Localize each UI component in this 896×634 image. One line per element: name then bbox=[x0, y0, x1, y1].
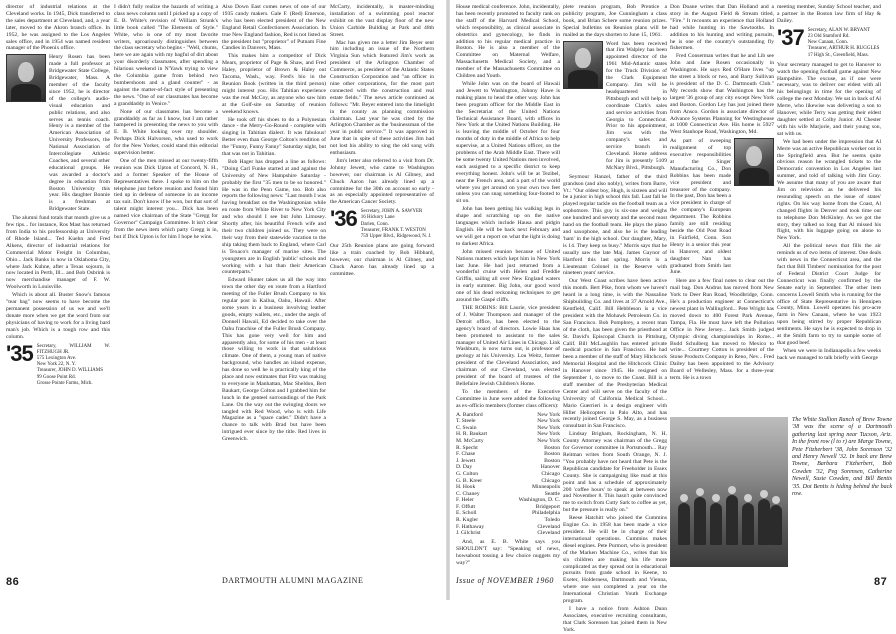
member-name: C. Chaney bbox=[456, 490, 480, 497]
member-name: R. Specht bbox=[456, 444, 478, 451]
member-name: F. Hathaway bbox=[456, 523, 485, 530]
member-name: D. Day bbox=[456, 464, 473, 471]
class-officers bbox=[361, 209, 432, 240]
member-city: Minneapolis bbox=[532, 484, 560, 491]
member-city: Chicago bbox=[541, 477, 560, 484]
class-year: '35 bbox=[6, 340, 33, 366]
paragraph: This makes him a competitor of Dick Mears, proprietor of Page & Shaw, and Fred Haley, proprietor of Brown & Haley out Tacoma, Wash., way. Fred's bio in the Reunion Book (written in the third person) might interest you. His Tahitian experience was the real McCoy, as anyone who saw him at the Golf-site on Saturday of reunion weekend knows. bbox=[222, 53, 326, 115]
paragraph: As part of sweeping realignment of top executive responsibilities at the Singer Manufacturing Co., Don Robbins has been made vice president and treasurer of the company. In the past, Don has been a vice president in charge of the company's European department. The Robbins family are still residing beside the Old Post Road in Fairfield, Conn. Son Henry is a senior this year in Hanover, and oldest daughter Nan has graduated from Smith last June. bbox=[670, 138, 731, 276]
member-city: Cleveland bbox=[537, 530, 560, 537]
member-row bbox=[456, 524, 560, 531]
treasurer: Treasurer, FRANK T. WESTON bbox=[360, 227, 426, 233]
right-col-4 bbox=[777, 4, 881, 414]
member-name: R. Kugler bbox=[456, 517, 479, 524]
member-name: M. McCarty bbox=[456, 437, 484, 444]
paragraph: He took off his shoes to do a Polynesian dance - the Merry-Go-Round - complete with singing in Tahitian dialect. It was fabulous! Better even than George Colton's rendition of the "Funny, Funny Fanny" Saturday night, but that was not in Tahitian. bbox=[222, 116, 326, 158]
secretary-address-1: 575 Lexington Ave. bbox=[36, 355, 77, 361]
member-row bbox=[456, 478, 560, 485]
member-city: New York bbox=[537, 418, 560, 425]
member-row bbox=[456, 484, 560, 491]
right-col-2 bbox=[563, 4, 667, 633]
member-city: Toledo bbox=[544, 517, 560, 524]
page-gutter bbox=[446, 0, 450, 600]
jim-walpley-portrait bbox=[563, 41, 603, 89]
class-officers bbox=[808, 28, 880, 59]
treasurer: Treasurer, ARTHUR H. RUGGLES bbox=[807, 46, 880, 52]
paragraph: Henry Rosen has been made a full professor at Bridgewater State College, Bridgewater, Mass. A member of the faculty since 1952, he is director of the college's audio-visual education and public relations, and also serves as tennis coach. Henry is a member of the American Association of University Professors, the National Association of Intercollegiate Athletic Coaches, and several other educational groups. He was awarded a doctor's degree in education from Boston University this year. His daughter Bonnie is a freshman at Bridgewater State. bbox=[49, 54, 110, 213]
page-number-left: 86 bbox=[6, 576, 20, 588]
member-city: New York bbox=[537, 437, 560, 444]
left-col-1 bbox=[6, 4, 110, 572]
member-row bbox=[456, 497, 560, 504]
paragraph: director of industrial relations at the Cleveland works. In 1945, Dick transferred to the sales department at Cleveland, and, a year later, moved to the Akron branch office. In 1952, he was assigned to the Los Angeles sales office, and in 1954 was named resident manager of the Phoenix office. bbox=[6, 4, 110, 52]
paragraph: Don Doane writes that Dan Holland and a story in the August Field & Stream titled, "Fire." It recounts an experience that Holland had while hunting in the Sawtooths. In addition to his hunting and writing pursuits, he is one of the country's outstanding fly fishermen. bbox=[670, 4, 774, 52]
member-city: New York bbox=[537, 431, 560, 438]
member-city: Philadelphia bbox=[532, 510, 560, 517]
left-col-2 bbox=[114, 4, 218, 572]
member-city: Boston bbox=[544, 444, 560, 451]
paragraph: Which is about all. Buster Snow's famous "tear bag" now seems to have become the permanent possession of us we and we'll donate more when we get the word from our physicians of having to work for a living hard man's job. Which is a tough row and this column. bbox=[6, 292, 110, 340]
paragraph: Mac has given me a letter Jim Beyer sent him including an issue of the Northern Virginia Sun which featured Jim's work as president of the Arlington Chamber of Commerce, as president of the Atlantic States Construction Corporation and "an officer in nine other corporations, for the most part connected with the construction and real estate fields." The news article continued as follows: "Mr. Beyer entered into the limelight in the county as planning commission chairman. Last year he was cited by the Arlington Chamber as the 'businessman of the year in public service.'" It was approved in June that in spite of these activities Jim had not lost his ability to sing the old song with enthusiasm. bbox=[330, 39, 434, 157]
member-row bbox=[456, 458, 560, 465]
paragraph: The alumni fund totals that month give us a few tips... for instance, Ros Mast has returned from India to his professorship at University of Rhode Island... Ted Kuehn and Fred Alkens, director of industrial relations for Commercial Motor Freight in Columbus, Ohio... Jack Banks is now in Oklahoma City, where Jack Kuhne, after a Texas sojourn, is now located in Perth, Ill... and Bob Osbrink is now merchandise manager of F. W. Woolworth in Louisville. bbox=[6, 215, 110, 291]
paragraph: Fred Conserman writes that he and Lib see John and Jane Rosen occasionally in Washington. He says Red O'Hare lives "up the street a block or two, and Barry Sullivan is president of the D. C. Dartmouth Club." My records show that Washington has the largest '36 group of any city except New York and Boston. Gordon Ley has just joined there from Ansco. Gordon is associate director of Advance Systems Planning for Westinghouse at 1000 Connecticut Ave. His home is 5927 West Stanhope Road, Washington, Md. bbox=[670, 53, 774, 136]
ranch-group-photo bbox=[670, 417, 788, 567]
member-row bbox=[456, 471, 560, 478]
secretary-address-2: New York 22, N. Y. bbox=[36, 362, 76, 368]
treasurer-address-1: 99 Goose Point Rd. bbox=[36, 374, 76, 380]
page-number-right: 87 bbox=[874, 576, 888, 588]
secretary: Secretary, JOHN A. SAWYER bbox=[360, 209, 423, 215]
paragraph: THE ROBINS: Bill Laurie, vice president of J. Walter Thompson and manager of the Detroit office, has been elected to the agency's board of directors. Lowie Haas has been promoted to assistant to the sales manager of United Air Lines in Chicago. Link Washburn, is now turns out, is professor of geology at his University. Lou Weitz, former president of the Cleveland Association, and chairman of our Cleveland, was elected president of the board of trustees of the Bellefaire Jewish Children's Home. bbox=[456, 304, 560, 387]
member-city: New York bbox=[537, 411, 560, 418]
treasurer-address: 17 High St., Greenfield, Mass. bbox=[807, 52, 869, 58]
member-row bbox=[456, 431, 560, 438]
member-row bbox=[456, 491, 560, 498]
member-row bbox=[456, 451, 560, 458]
paragraph: One of the men missed at our twenty-fifth reunion was Dick Upton of Concord, N. H., and a former Speaker of the House of Representatives there. I spoke to him on the telephone just before reunion and found him tied up in defense of someone in an income tax suit. Don't know if he won, but that sort of talent might interest you... Dick has been named vice chairman of the State "Gregg for Governor" Campaign Committee. It isn't clear from the news item which party Gregg is in, but if Dick Upton is for him I hope he wins. bbox=[114, 157, 218, 240]
member-row bbox=[456, 418, 560, 425]
paragraph: Your secretary managed to get to Hanover to watch the opening football game against New Hampshire. The excuse, as if one were necessary, was to deliver our eldest with all his belongings in time for the opening of college the next Monday. We sat in back of Al Merre, who likewise was delivering a son to Hanover, while Terry was getting their eldest daughter settled at Colby Junior. Al Chester with his wife Marjorie, and their young son, sat with us. bbox=[777, 61, 881, 137]
paragraph: plete reunion program, Bob Prentice a publicity program, Joe Cunningham a class book, and Brian Schere some reunion prizes. Special bulletins on Reunion plans will be mailed as the days shorten to June 15, 1961. bbox=[563, 4, 667, 38]
member-name: H. Hook bbox=[456, 484, 476, 491]
member-city: Bridgeport bbox=[535, 503, 560, 510]
member-name: F. Chase bbox=[456, 451, 476, 458]
member-name: F. Heler bbox=[456, 497, 474, 504]
class-37-header bbox=[777, 24, 881, 59]
member-city: Boston bbox=[544, 451, 560, 458]
don-robbins-portrait bbox=[734, 138, 774, 186]
paragraph: Bob Hager has dropped a line as follows: "Doing Carl Funke started at and against the University of New Hampshire Saturday - probably the first "35 men to be so honored." He was in the Penn Game, too. Bob also reports the following news: "Last month I was having breakfast on the Washingtonian while en route from White River to New York City and who should I see but John Limosey. Shortly after, his beautiful French wife and their two children joined us. They were on their way from their statewide vacation to the ship taking them back to England, where Carl is Texaco's manager of marine sites. The youngsters are in English 'public' schools and working with a hat than their American counterparts." bbox=[222, 158, 326, 276]
paragraph: John missed reunion because of United Nations matters which kept him in New York last June. He had just returned from a wonderful cruise with Helen and Freddie Griffin, sailing all over New England waters in early summer. Big John, our good word one of his dead reckoning techniques to get around the Gaspé cliffs. bbox=[456, 248, 560, 304]
paragraph: Also Down East comes news of one of our 1935 candy makers. Gale F. (Red) Emerson, who has been elected president of the New England Retail Confectioners Association. In true New England fashion, Red is not listed as the president but "proprietor" of Putnam Fine Candies in Danvers, Mass. bbox=[222, 4, 326, 52]
member-row bbox=[456, 464, 560, 471]
member-city: Washington, D. C. bbox=[518, 497, 560, 504]
treasurer-address: 759 Upper Blvd., Ridgewood, N. J. bbox=[360, 234, 432, 240]
paragraph: While John was on the board of Hawaii and Jewett to Washington, Johnny Hawe is making plans to head the other way. John has been program officer for the Middle East in the Secretariat of the United Nations Technical Assistance Board, with offices in New York at the United Nations Building. He is leaving the middle of October for four months of duty in the middle of Africa to help supervise, at a United Nations officer, on the problems of the Arab Middle East. There will be some twenty United Nations men involved, each assigned to a specific district to keep everything honest. John's will be at Tezibel, near the French area, and a part of the world where you get around on your own two feet unless you can snag something four-footed to sit on. bbox=[456, 80, 560, 205]
paragraph: All the political news that fills the air reminds us of two items of interest. One deals with news in the Connecticut area, and the fact that Bill Timbers' nomination for the post of Federal District Court Judge for Connecticut was finally confirmed by the Senate early in September. The other item concerns Lowell Smith who is running for the office of State Representative in Hennipen County, Minn. Lowell operates his pro-acre farm in New Canaan, where he was 1923 upon being stirred by proper Republican sentiments. He says he is expected to drop in at the Smith farm to try to sample some of that good beef. bbox=[777, 243, 881, 346]
member-city: Seattle bbox=[544, 490, 560, 497]
member-name: G. B. Kreer bbox=[456, 477, 483, 484]
paragraph: Word has been received that Jim Walpley has been appointed director of the 1961 Mid-Atlantic states for the Truck Division of the Clark Equipment Company. Jim will be headquartered in Pittsburgh and will help to coordinate Clark's sales and service activities from Georgia to Connecticut. Prior to his appointment, Jim was with the company's sales and service branch in Cleveland. Home address for Jim is presently 5109 McNary Blvd., Pittsburgh. bbox=[606, 40, 667, 171]
paragraph: I didn't fully realize the hazards of writing a class news column until I picked up a copy of E. B. White's revision of William Strunk's little book called "The Elements of Style." White, who is one of my most favorite writers, uproariously distinguishes between the class secretary who begins - "Well, chums, here we are again with my bagful of dirt about your disorderly classmates, after spending a hilarious weekend in N'Yawk trying to view the Columbia game from behind two bumbershoots and a gland counter" - as against the matter-of-fact style of presenting the news. "One of our classmates has become a granddaddy in Venice." bbox=[114, 4, 218, 107]
member-row bbox=[456, 510, 560, 517]
paragraph: Here are a few final notes to clear out the mail bag. Don Andrus has moved from New York to Deer Run Road, Woodbridge, Conn. He's a production engineer at Connecticut's newest plant in Wallingford... Pete Wright has moved down to 400 Forest Park Avenue, Tampa, Fla. He must have left the Pollution Office in New Jersey... Jack Smith judged Olympic diving championships in Rome... Budd Schulberg has moved to Mexico to write... Courtney Cotton is president of the Stone Products Company in Reno, Nev... Fred Dailey has been appointed to the Advisory Board of Wellesley, Mass. for a three-year term. He is a town bbox=[670, 278, 774, 382]
paragraph: When we were in Indianapolis a few weeks back we managed to talk briefly with George bbox=[777, 347, 881, 361]
member-row bbox=[456, 425, 560, 432]
member-city: Cleveland bbox=[537, 523, 560, 530]
member-name: H. R. Baukart bbox=[456, 431, 488, 438]
member-name: G. Colton bbox=[456, 470, 479, 477]
paragraph: Reese Hatchitt who joined the Cummins Engine Co. in 1958 has been made a vice president. He will be in charge of their international operations. Cummins makes diesel engines. Pete Purmort, who is president of the Marken Machine Co., writes that his six children are making his life more complicated as they spread out in educational pursuits from grade school in Keene, to Exeter, Holderness, Dartmouth and Vienna, where one son completed a year on the International Christian Youth Exchange program. bbox=[563, 515, 667, 605]
right-col-3 bbox=[670, 4, 774, 414]
member-row bbox=[456, 517, 560, 524]
class-35-header bbox=[6, 340, 110, 387]
paragraph: Lindsay Brigham, Rockingham, N. H. County Attorney was chairman of the Gregg for Governor committee in Portsmouth... Ray Reitman writes from South Orange, N. J. "You probably have not heard that Pete is the Republican candidate for Freeholder in Essex County. She is campaigning like mad at this point and has a schedule of approximately 200 'coffee hours' to speak at between now and November 8. This hasn't quite convinced me to switch from Cutty Sark to coffee as yet, but the pressure is really on." bbox=[563, 431, 667, 514]
class-year: '37 bbox=[777, 24, 804, 50]
paragraph: Our West Coast scribes have been active this month. Bert Pike, from whom we haven't heard in a long time, is with the Nassaline Shipbuilding Co. and lives at 37 Arnold Ave., Kentfield, Calif. Bill Hebbleson is a vice president with the Mohawk Petroleum Co. in San Francisco. Bob Pomphrey, a recent man of the cloth, has been given the priesthood at St. David's Episcopal Church in Pittsburg, Calif. Bill McLaughlin has entered private medical practice in San Francisco. He had been a member of the staff of Mary Hitchcock Memorial Hospital and the Hitchcock Clinic in Hanover since 1945. He resigned on September 1, to move to the Coast. Bill is a staff member of the Presbyterian Medical Center and will serve on the faculty of the University of California Medical School... Mario Guerrieri is a design engineer with Hiller Helicopters in Palo Alto, and has recently joined George S. May, as a business consultant in San Francisco. bbox=[563, 278, 667, 430]
member-name: C. Swain bbox=[456, 424, 477, 431]
issue-label: Issue of NOVEMBER 1960 bbox=[456, 576, 554, 585]
member-row bbox=[456, 412, 560, 419]
secretary: Secretary, WILLIAM W. FITZHUGH JR. bbox=[36, 343, 110, 355]
secretary-address-1: 16 Hickory Lane bbox=[360, 215, 395, 221]
paragraph: I have a notice from Ashton Dunn Associates, executive recruiting consultants, that Clark Sorensen has joined them in New York. bbox=[563, 605, 667, 633]
paragraph: McCarty, incidentally, is master-minding installation of a swimming pool reactor exhibit on the vast display floor of the new Union Carbide Building at Park and 48th Street. bbox=[330, 4, 434, 38]
right-col-1 bbox=[456, 4, 560, 572]
member-name: T. Steele bbox=[456, 418, 476, 425]
magazine-name: DARTMOUTH ALUMNI MAGAZINE bbox=[222, 576, 364, 585]
member-city: Boston bbox=[544, 457, 560, 464]
paragraph: We had been under the impression that Al Merre was an active Republican worker out in the Springfield area. But he seems quite obvious reason he wrangled tickets to the Democratic convention in Los Angeles last summer, and told of talking with Jim Gray. We assume that many of you are aware that Jim on television as he delivered his resounding speech on the issue of states' rights. On his way home from the Coast, Al changed flights in Denver and took time out to telephone Don McKinley. As we got the story, they talked so long that Al missed his flight, with his luggage going on alone to New York. bbox=[777, 138, 881, 242]
secretary-address-1: 23 Old Stamford Rd. bbox=[807, 33, 850, 39]
class-year: '36 bbox=[330, 206, 357, 232]
paragraph: Jim's letter also referred to a visit from Dr. Johnny Jewett, who came to Washington however, our chairman is Al Gibney, and Chuck Aaron has already lined up a committee for the 30th on account so early - as an especially appointed representative of the American Cancer Society. bbox=[330, 157, 434, 206]
secretary-address-2: Darien, Conn. bbox=[360, 221, 389, 227]
member-row bbox=[456, 530, 560, 537]
left-col-4 bbox=[330, 4, 434, 572]
member-name: E. Scholl bbox=[456, 510, 477, 517]
member-name: J. Gilchrist bbox=[456, 530, 481, 537]
treasurer: Treasurer, JOHN D. WILLIAMS bbox=[36, 368, 104, 374]
member-city: New York bbox=[537, 424, 560, 431]
treasurer-address-2: Grosse Pointe Farms, Mich. bbox=[36, 380, 93, 386]
secretary-address-2: New Canaan, Conn. bbox=[807, 40, 848, 46]
photo-caption: The White Stallion Ranch of Brew Towne '38 was the scene of a Dartmouth gathering last spring near Tucson, Ariz. In the front row (l to r) are Marge Towne, Pete Fitzherbert '38, John Sorenson '32 and Henry Newell '32. In back are Brew Towne, Barbara Fitzherbert, Bob Cowden '32, Peg Sorensen, Catherine Newell, Susie Cowden, and Bill Bentis '35. Dot Bentis is hiding behind the back row. bbox=[792, 417, 892, 498]
left-col-3 bbox=[222, 4, 326, 572]
paragraph: Seymour Hanzel, father of the third grandson (and also nobly), writes from Barre, Vt.: "Our oldest boy, Hugh, is sixteen and will be a junior in high school this fall. Last fall he played regular tackle on the football team as a sophomore. This guy is six-one and weighs one hundred and seventy and the second most hand on the football team. He plays the piano and saxophone, and also he is the leading 'ham' in the high school. Our daughter, Mary, is 14. They keep us busy." Morris says that he usually saw the late Maj. James Gaynor of Hartford this last spring. Morris is a Lieutenant Colonel in the Reserve with nineteen years' service. bbox=[563, 173, 667, 277]
paragraph: None of our classmates has become a granddaddy as far as I know, but I am rather hampered in presenting the news to you with E. B. White looking over my shoulder. Perhaps Dick Halvorsen, who used to work for the New Yorker, could stand this editorial supervision better. bbox=[114, 108, 218, 157]
member-city: Chicago bbox=[541, 470, 560, 477]
member-name: F. Offutt bbox=[456, 503, 476, 510]
paragraph: Our 25th Reunion plans are going forward like a train coached by Bob Hibbard, however, our chairman is Al Gibney, and Chuck Aaron has already lined up a committee. bbox=[330, 243, 434, 277]
member-row bbox=[456, 504, 560, 511]
secretary: Secretary, ALAN W. BRYANT bbox=[807, 27, 871, 33]
paragraph: Edward Hunter takes us all the way into town the other day en route from a Hartford meeting of the Fuller Brush Company to his regular post in Kailua, Oahu, Hawaii. After some years in a business involving leather goods, empty wallets, etc., under the aegis of Donnell Hawaii, Ed decided to take over the Oahu franchise of the Fuller Brush Company. This has gone very well for him and apparently also, for some of his men - at least those willing to work in that salubrious climate. One of them, a young man of native background, who handles an island expense, has done so well he is practically king of the place and now estimates that Fitz was making to everyone in Manhattan, Mac Sheldon, Bert Baukart, George Colton and I grabbed him for lunch in the genteel surroundings of the Park Lane. On the way out the swinging doors we tangled with Red Wood, who is with Life Magazine as a "space cadet." Didn't have a chance to talk with Brad but have been intrigued ever since by the title. Red lives in Greenwich. bbox=[222, 277, 326, 443]
member-row bbox=[456, 445, 560, 452]
class-officers bbox=[37, 344, 110, 387]
member-name: A. Bamford bbox=[456, 411, 483, 418]
member-city: Hanover bbox=[540, 464, 560, 471]
henry-rosen-portrait bbox=[6, 54, 46, 102]
paragraph: And, as E. B. White says you SHOULDN'T say: "Speaking of news, howsabout tossing a few choice nuggets my way?" bbox=[456, 538, 560, 566]
paragraph: To the members of the Executive Committee in June were added the following as ex-officio members (former class officers): bbox=[456, 388, 560, 409]
paragraph: House medical conference. John, incidentally, has been recently promoted to faculty rank on the staff of the Harvard Medical School, which responsibility, as clinical associate in obstetrics and gynecology, he finds in addition to his regular medical practice in Boston. He is also a member of the Committee on Maternal Welfare, Massachusetts Medical Society, and a member of the Massachusetts Committee on Children and Youth. bbox=[456, 4, 560, 80]
member-name: J. Jewett bbox=[456, 457, 476, 464]
paragraph: John has been getting his walking legs in shape and scratching up on the native languages which include Hausa and pidgin English. He will be back next February and we will get a report on what the light is doing to darkest Africa. bbox=[456, 206, 560, 247]
paragraph: meeting member, Sunday School teacher, and a partner in the Boston law firm of Hay & Dailey. bbox=[777, 4, 881, 24]
class-36-header bbox=[330, 206, 434, 240]
member-row bbox=[456, 438, 560, 445]
ex-officio-member-list bbox=[456, 412, 560, 537]
